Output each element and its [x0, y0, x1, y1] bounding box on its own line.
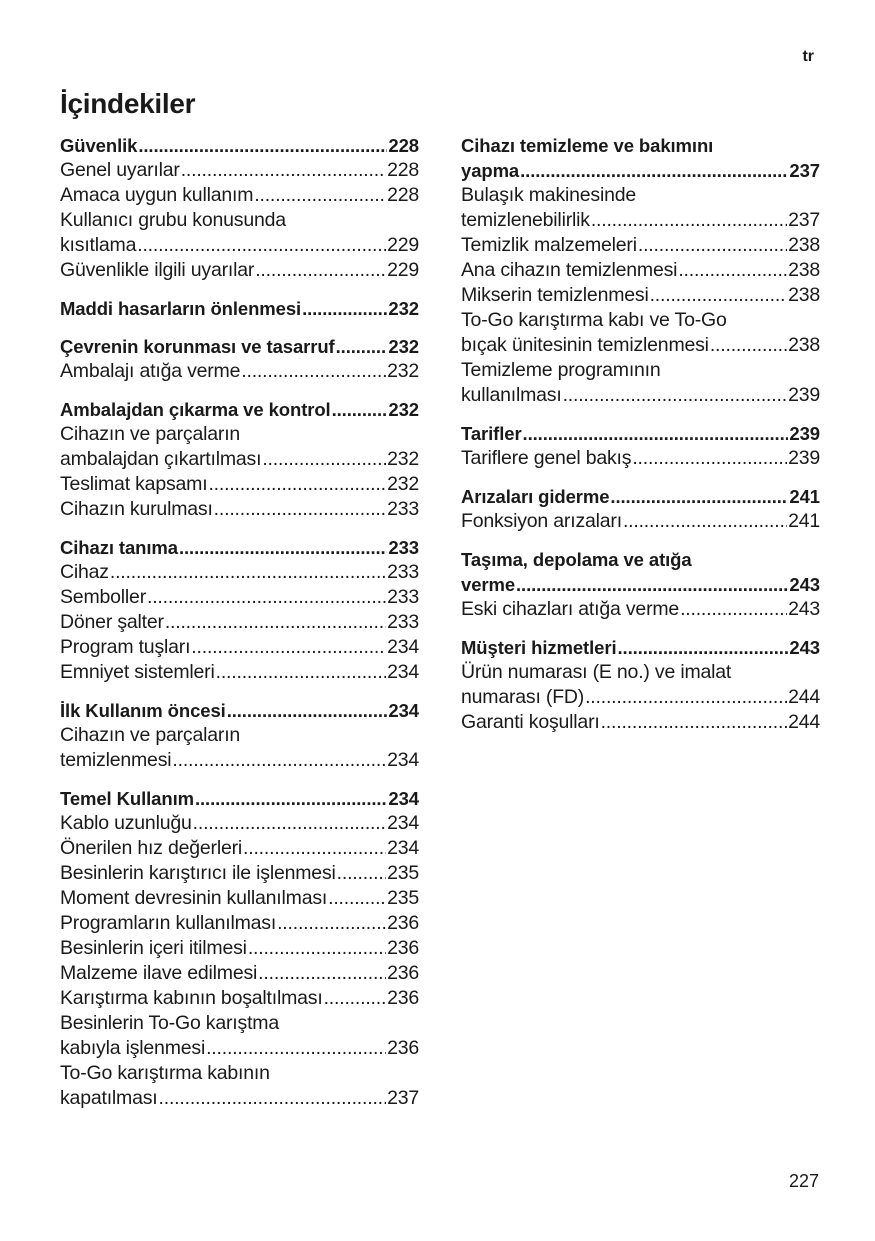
dot-leader — [179, 535, 387, 560]
toc-section — [60, 296, 419, 321]
toc-page-number: 236 — [387, 937, 419, 959]
toc-entry-title: Malzeme ilave edilmesi — [60, 962, 258, 984]
toc-section — [60, 535, 419, 685]
dot-leader — [159, 1086, 387, 1111]
toc-entry-title: Cihazın kurulması — [60, 498, 213, 520]
toc-heading[interactable] — [60, 397, 419, 422]
toc-entry-title: kullanılması — [461, 384, 562, 406]
toc-page-number: 239 — [789, 423, 820, 444]
toc-entry-title: Cihaz — [60, 561, 109, 583]
toc-page-number: 238 — [788, 259, 820, 281]
toc-entry-title: Emniyet sistemleri — [60, 661, 215, 683]
toc-entry-title: İlk Kullanım öncesi — [60, 700, 226, 721]
dot-leader — [208, 472, 386, 497]
dot-leader — [258, 961, 386, 986]
toc-entry[interactable] — [461, 509, 820, 534]
toc-entry-title: bıçak ünitesinin temizlenmesi — [461, 334, 709, 356]
dot-leader — [254, 183, 386, 208]
dot-leader — [262, 447, 386, 472]
toc-page-number: 228 — [387, 184, 419, 206]
dot-leader — [585, 685, 787, 710]
toc-heading[interactable] — [461, 421, 820, 446]
dot-leader — [248, 936, 386, 961]
toc-entry[interactable] — [461, 710, 820, 735]
toc-entry-title: Tarifler — [461, 423, 522, 444]
toc-entry-title: Ambalajı atığa verme — [60, 360, 241, 382]
toc-entry[interactable] — [60, 861, 419, 886]
toc-page-number: 235 — [387, 862, 419, 884]
toc-entry-title: kapatılması — [60, 1087, 158, 1109]
toc-page-number: 241 — [789, 486, 820, 507]
toc-heading[interactable] — [60, 698, 419, 723]
toc-entry[interactable] — [60, 208, 419, 258]
toc-entry[interactable] — [461, 283, 820, 308]
dot-leader — [324, 986, 386, 1011]
dot-leader — [181, 158, 386, 183]
toc-entry-title-line: Bulaşık makinesinde — [461, 184, 637, 206]
dot-leader — [520, 158, 788, 183]
dot-leader — [255, 258, 386, 283]
toc-page-number: 234 — [387, 812, 419, 834]
toc-section — [461, 547, 820, 622]
dot-leader — [650, 283, 787, 308]
toc-entry-title: Genel uyarılar — [60, 159, 180, 181]
dot-leader — [165, 610, 386, 635]
toc-entry[interactable] — [60, 936, 419, 961]
toc-page-number: 233 — [387, 561, 419, 583]
toc-entry-title: Mikserin temizlenmesi — [461, 284, 649, 306]
dot-leader — [328, 886, 386, 911]
toc-page-number: 233 — [388, 537, 419, 558]
dot-leader — [241, 359, 386, 384]
toc-entry-title: Güvenlikle ilgili uyarılar — [60, 259, 255, 281]
toc-entry[interactable] — [60, 359, 419, 384]
toc-entry[interactable] — [461, 308, 820, 358]
toc-entry-title: Program tuşları — [60, 636, 191, 658]
toc-entry-title: Müşteri hizmetleri — [461, 637, 617, 658]
dot-leader — [137, 233, 386, 258]
dot-leader — [195, 786, 387, 811]
language-code: tr — [802, 48, 814, 65]
dot-leader — [172, 748, 386, 773]
toc-entry-title: Programların kullanılması — [60, 912, 277, 934]
dot-leader — [110, 560, 386, 585]
toc-entry[interactable] — [60, 723, 419, 773]
toc-entry[interactable] — [60, 961, 419, 986]
toc-entry-title: Besinlerin karıştırıcı ile işlenmesi — [60, 862, 336, 884]
toc-page-number: 234 — [387, 749, 419, 771]
dot-leader — [214, 497, 386, 522]
dot-leader — [277, 911, 386, 936]
toc-entry[interactable] — [461, 233, 820, 258]
toc-entry-title-line: Temizleme programının — [461, 359, 661, 381]
toc-entry[interactable] — [60, 610, 419, 635]
toc-entry-title: Besinlerin içeri itilmesi — [60, 937, 247, 959]
toc-entry-title: Döner şalter — [60, 611, 164, 633]
dot-leader — [638, 233, 787, 258]
toc-entry[interactable] — [60, 472, 419, 497]
toc-page-number: 228 — [388, 135, 419, 156]
toc-entry-title: kabıyla işlenmesi — [60, 1037, 206, 1059]
toc-entry[interactable] — [60, 986, 419, 1011]
toc-entry-title: kısıtlama — [60, 234, 137, 256]
toc-page-number: 228 — [387, 159, 419, 181]
toc-section — [60, 133, 419, 283]
toc-page-number: 236 — [387, 912, 419, 934]
dot-leader — [601, 710, 787, 735]
toc-page-number: 239 — [788, 447, 820, 469]
toc-page-number: 233 — [387, 498, 419, 520]
toc-heading[interactable] — [60, 535, 419, 560]
toc-heading[interactable] — [60, 334, 419, 359]
dot-leader — [680, 597, 787, 622]
toc-page-number: 238 — [788, 334, 820, 356]
toc-entry-title: Amaca uygun kullanım — [60, 184, 254, 206]
toc-entry-title: Tariflere genel bakış — [461, 447, 632, 469]
toc-page-number: 235 — [387, 887, 419, 909]
dot-leader — [332, 397, 388, 422]
toc-page-number: 244 — [788, 711, 820, 733]
dot-leader — [336, 334, 388, 359]
toc-entry-title-line: Ürün numarası (E no.) ve imalat — [461, 661, 732, 683]
toc-page-number: 238 — [788, 284, 820, 306]
toc-page-number: 229 — [387, 259, 419, 281]
toc-page-number: 232 — [387, 360, 419, 382]
toc-section — [60, 334, 419, 384]
dot-leader — [302, 296, 387, 321]
toc-section — [60, 786, 419, 1111]
dot-leader — [206, 1036, 386, 1061]
dot-leader — [563, 383, 788, 408]
toc-heading[interactable] — [461, 635, 820, 660]
toc-page-number: 234 — [388, 700, 419, 721]
toc-entry-title-line: Cihazı temizleme ve bakımını — [461, 135, 714, 156]
toc-entry-title-line: Kullanıcı grubu konusunda — [60, 209, 286, 231]
toc-entry[interactable] — [60, 560, 419, 585]
page-title: İçindekiler — [60, 88, 196, 119]
toc-entry-title: Ana cihazın temizlenmesi — [461, 259, 678, 281]
toc-entry[interactable] — [60, 886, 419, 911]
dot-leader — [610, 484, 788, 509]
toc-page-number: 244 — [788, 686, 820, 708]
toc-page-number: 237 — [387, 1087, 419, 1109]
toc-page-number: 232 — [387, 473, 419, 495]
toc-section — [60, 698, 419, 773]
toc-heading[interactable] — [60, 133, 419, 158]
toc-page-number: 236 — [387, 987, 419, 1009]
toc-entry[interactable] — [461, 258, 820, 283]
toc-page-number: 233 — [387, 586, 419, 608]
toc-entry[interactable] — [60, 585, 419, 610]
toc-heading[interactable] — [461, 133, 820, 183]
toc-column-right — [461, 133, 820, 748]
toc-page-number: 238 — [788, 234, 820, 256]
dot-leader — [138, 133, 387, 158]
dot-leader — [193, 811, 386, 836]
dot-leader — [632, 446, 787, 471]
toc-entry-title: Temizlik malzemeleri — [461, 234, 637, 256]
toc-page-number: 236 — [387, 1037, 419, 1059]
dot-leader — [227, 698, 388, 723]
toc-entry-title: Ambalajdan çıkarma ve kontrol — [60, 399, 331, 420]
toc-entry[interactable] — [60, 158, 419, 183]
toc-entry-title: Teslimat kapsamı — [60, 473, 208, 495]
toc-page-number: 229 — [387, 234, 419, 256]
toc-entry[interactable] — [461, 358, 820, 408]
toc-entry-title: Arızaları giderme — [461, 486, 610, 507]
toc-entry-title: Çevrenin korunması ve tasarruf — [60, 336, 335, 357]
toc-page-number: 243 — [789, 574, 820, 595]
toc-section — [461, 421, 820, 471]
dot-leader — [591, 208, 787, 233]
toc-page-number: 236 — [387, 962, 419, 984]
dot-leader — [678, 258, 787, 283]
toc-entry-title: temizlenebilirlik — [461, 209, 590, 231]
toc-page-number: 234 — [387, 837, 419, 859]
toc-entry[interactable] — [461, 183, 820, 233]
toc-section — [60, 397, 419, 522]
dot-leader — [337, 861, 386, 886]
toc-page-number: 241 — [788, 510, 820, 532]
toc-entry-title: Semboller — [60, 586, 146, 608]
toc-entry-title: temizlenmesi — [60, 749, 172, 771]
toc-entry-title: Fonksiyon arızaları — [461, 510, 622, 532]
toc-entry-title: Eski cihazları atığa verme — [461, 598, 680, 620]
toc-entry[interactable] — [60, 811, 419, 836]
toc-section — [461, 133, 820, 408]
toc-entry[interactable] — [60, 258, 419, 283]
toc-page-number: 237 — [788, 209, 820, 231]
toc-section — [461, 484, 820, 534]
toc-entry-title-line: Cihazın ve parçaların — [60, 423, 241, 445]
toc-page-number: 232 — [388, 336, 419, 357]
dot-leader — [243, 836, 386, 861]
dot-leader — [516, 572, 788, 597]
toc-page-number: 232 — [388, 399, 419, 420]
toc-page-number: 243 — [789, 637, 820, 658]
toc-entry[interactable] — [60, 183, 419, 208]
toc-entry-title-line: To-Go karıştırma kabının — [60, 1062, 270, 1084]
toc-heading[interactable] — [60, 786, 419, 811]
toc-page-number: 234 — [387, 661, 419, 683]
toc-entry-title: yapma — [461, 160, 520, 181]
toc-entry-title: numarası (FD) — [461, 686, 585, 708]
dot-leader — [216, 660, 386, 685]
toc-page-number: 237 — [789, 160, 820, 181]
toc-entry-title: Önerilen hız değerleri — [60, 837, 243, 859]
toc-entry[interactable] — [60, 1061, 419, 1111]
toc-entry[interactable] — [461, 597, 820, 622]
toc-heading[interactable] — [461, 547, 820, 597]
toc-entry-title: ambalajdan çıkartılması — [60, 448, 262, 470]
toc-entry-title: Güvenlik — [60, 135, 138, 156]
dot-leader — [710, 333, 787, 358]
toc-column-left — [60, 133, 419, 1124]
toc-entry-title-line: Besinlerin To-Go karıştma — [60, 1012, 279, 1034]
toc-section — [461, 635, 820, 735]
toc-entry[interactable] — [461, 446, 820, 471]
toc-entry-title: Moment devresinin kullanılması — [60, 887, 328, 909]
toc-page-number: 234 — [388, 788, 419, 809]
toc-heading[interactable] — [60, 296, 419, 321]
dot-leader — [523, 421, 789, 446]
toc-entry[interactable] — [461, 660, 820, 710]
dot-leader — [191, 635, 386, 660]
page-number: 227 — [788, 1171, 819, 1191]
toc-entry-title: Temel Kullanım — [60, 788, 194, 809]
toc-entry-title-line: To-Go karıştırma kabı ve To-Go — [461, 309, 727, 331]
toc-entry-title: verme — [461, 574, 516, 595]
toc-heading[interactable] — [461, 484, 820, 509]
toc-entry-title: Karıştırma kabının boşaltılması — [60, 987, 323, 1009]
toc-entry-title: Cihazı tanıma — [60, 537, 178, 558]
toc-entry[interactable] — [60, 660, 419, 685]
toc-page-number: 232 — [387, 448, 419, 470]
toc-entry[interactable] — [60, 836, 419, 861]
toc-entry[interactable] — [60, 1011, 419, 1061]
toc-entry-title: Kablo uzunluğu — [60, 812, 192, 834]
dot-leader — [147, 585, 386, 610]
toc-entry-title-line: Cihazın ve parçaların — [60, 724, 241, 746]
dot-leader — [623, 509, 787, 534]
toc-entry[interactable] — [60, 422, 419, 472]
toc-entry-title-line: Taşıma, depolama ve atığa — [461, 549, 692, 570]
toc-entry-title: Maddi hasarların önlenmesi — [60, 298, 302, 319]
toc-entry[interactable] — [60, 911, 419, 936]
dot-leader — [618, 635, 789, 660]
toc-page-number: 232 — [388, 298, 419, 319]
toc-entry[interactable] — [60, 635, 419, 660]
toc-page-number: 239 — [788, 384, 820, 406]
toc-entry-title: Garanti koşulları — [461, 711, 600, 733]
toc-entry[interactable] — [60, 497, 419, 522]
toc-page-number: 234 — [387, 636, 419, 658]
toc-page-number: 243 — [788, 598, 820, 620]
toc-page-number: 233 — [387, 611, 419, 633]
